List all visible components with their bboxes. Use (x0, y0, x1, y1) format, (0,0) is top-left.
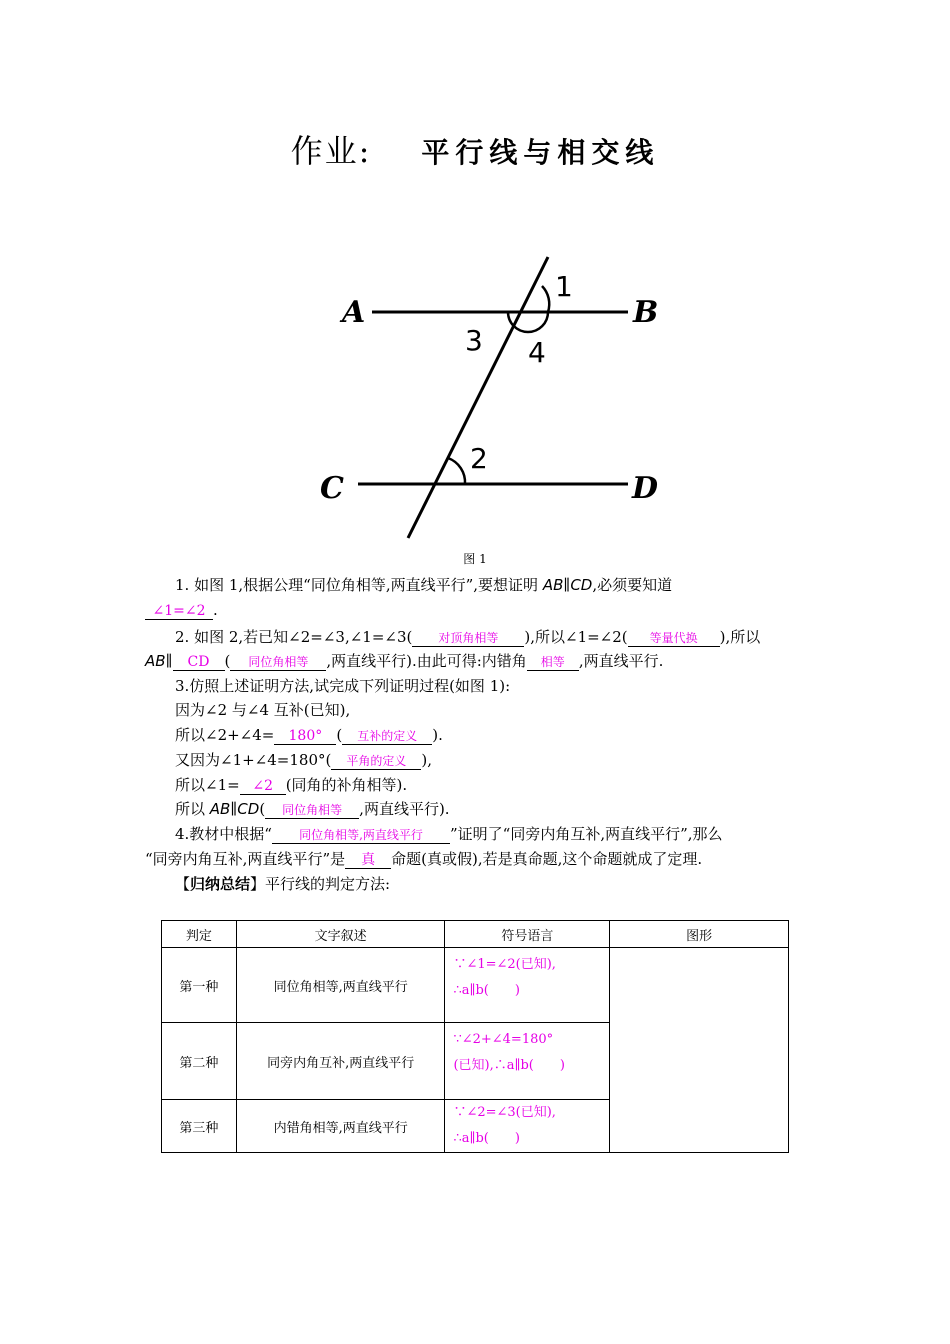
label-B: B (633, 295, 659, 330)
row3-desc: 内错角相等,两直线平行 (236, 1100, 445, 1153)
q3-line1: 因为∠2 与∠4 互补(已知), (175, 701, 351, 719)
header-symbol: 符号语言 (445, 921, 610, 948)
transversal (408, 257, 548, 538)
q1-answer: ∠1=∠2 (145, 603, 213, 620)
figure-1-diagram (300, 240, 680, 545)
row2-kind: 第二种 (162, 1023, 237, 1100)
q4-line1: 4.教材中根据“ 同位角相等,两直线平行 ”证明了“同旁内角互补,两直线平行”,那么 (175, 825, 723, 843)
q3-answer1: 180° (274, 728, 336, 745)
row1-desc: 同位角相等,两直线平行 (236, 948, 445, 1023)
q1-line1: 1. 如图 1,根据公理“同位角相等,两直线平行”,要想证明 AB∥CD,必须要知道 (175, 576, 673, 594)
table-row (162, 948, 789, 1023)
q2-line1: 2. 如图 2,若已知∠2=∠3,∠1=∠3( 对顶角相等 ),所以∠1=∠2( 等量代换 ),所以 (175, 628, 761, 646)
q3-intro: 3.仿照上述证明方法,试完成下列证明过程(如图 1): (175, 677, 511, 695)
label-A: A (342, 295, 366, 330)
q2-answer1: 对顶角相等 (412, 630, 524, 647)
q2-answer4: 同位角相等 (230, 654, 326, 671)
label-C: C (320, 471, 344, 506)
header-desc: 文字叙述 (236, 921, 445, 948)
q3-answer4: ∠2 (240, 778, 286, 795)
q4-answer1: 同位角相等,两直线平行 (272, 827, 450, 844)
q2-answer3: CD (173, 654, 225, 671)
q4-answer2: 真 (345, 852, 391, 869)
figure-caption: 图 1 (463, 552, 487, 566)
header-kind: 判定 (162, 921, 237, 948)
q2-line2: AB∥ CD ( 同位角相等 ,两直线平行).由此可得:内错角 相等 ,两直线平行. (145, 652, 664, 670)
row2-desc: 同旁内角互补,两直线平行 (236, 1023, 445, 1100)
row3-symbol: ∵∠2=∠3(已知), ∴a∥b( ) (445, 1100, 610, 1153)
label-1: 1 (555, 270, 573, 303)
row1-symbol: ∵∠1=∠2(已知), ∴a∥b( ) (445, 948, 610, 1023)
header-figure: 图形 (610, 921, 789, 948)
q1-line2: ∠1=∠2 . (145, 598, 810, 622)
summary-table (161, 920, 789, 1153)
q3-line2: 所以∠2+∠4= 180° ( 互补的定义 ). (175, 726, 443, 744)
title-part1: 作业: (290, 132, 372, 170)
q3-answer2: 互补的定义 (342, 728, 432, 745)
summary-heading: 【归纳总结】平行线的判定方法: (175, 875, 391, 893)
label-3: 3 (465, 324, 483, 357)
q4-line2: “同旁内角互补,两直线平行”是 真 命题(真或假),若是真命题,这个命题就成了定理. (145, 850, 703, 868)
q3-line3: 又因为∠1+∠4=180°( 平角的定义 ), (175, 751, 432, 769)
q3-answer5: 同位角相等 (265, 802, 359, 819)
figure-cell (610, 948, 789, 1153)
row2-symbol: ∵∠2+∠4=180° (已知),∴a∥b( ) (445, 1023, 610, 1100)
table-header-row (162, 921, 789, 948)
q2-answer5: 相等 (527, 654, 579, 671)
row3-kind: 第三种 (162, 1100, 237, 1153)
row1-kind: 第一种 (162, 948, 237, 1023)
page-title (0, 126, 950, 172)
label-2: 2 (470, 442, 488, 475)
title-part2: 平行线与相交线 (421, 136, 660, 169)
q3-answer3: 平角的定义 (331, 753, 421, 770)
label-4: 4 (528, 336, 546, 369)
arc-angle-1 (542, 286, 549, 312)
q3-line4: 所以∠1= ∠2 (同角的补角相等). (175, 776, 408, 794)
label-D: D (632, 471, 659, 506)
q3-line5: 所以 AB∥CD( 同位角相等 ,两直线平行). (175, 800, 450, 818)
arc-angle-2 (448, 458, 465, 484)
q2-answer2: 等量代换 (628, 630, 720, 647)
